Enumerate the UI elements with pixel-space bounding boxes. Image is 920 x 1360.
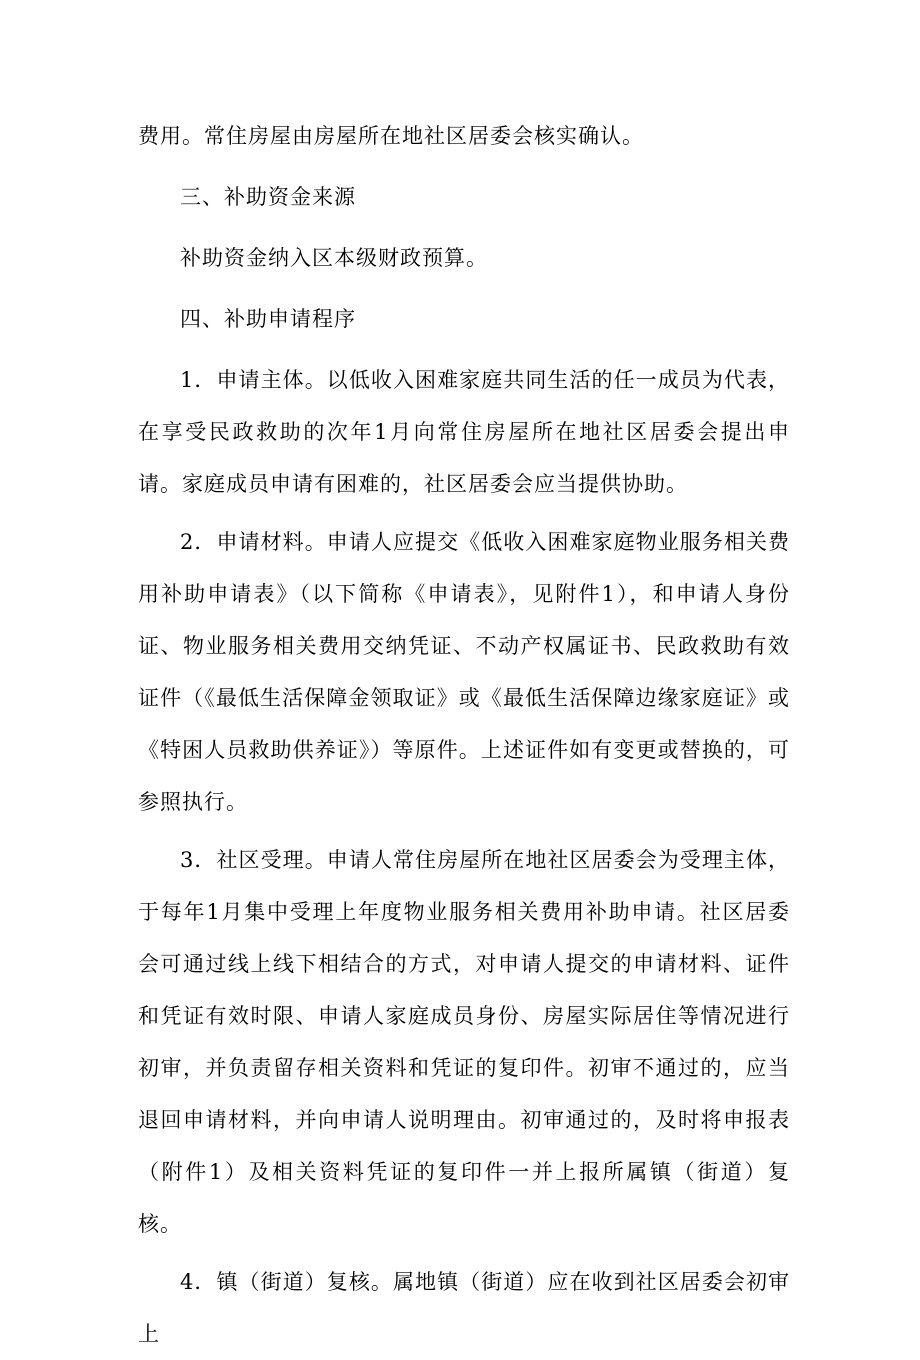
- paragraph-town-review: 4．镇（街道）复核。属地镇（街道）应在收到社区居委会初审上: [138, 1270, 790, 1346]
- paragraph-community-acceptance: 3．社区受理。申请人常住房屋所在地社区居委会为受理主体，于每年1月集中受理上年度物业服务相关费用补助申请。社区居委会可通过线上线下相结合的方式，对申请人提交的申请材料、证件和凭证有效时限、申请人家庭成员身份、房屋实际居住等情况进行初审，并负责留存相关资料和凭证的复印件。初审不通过的，应当退回申请材料，并向申请人说明理由。初审通过的，及时将申报表（附件1）及相关资料凭证的复印件一并上报所属镇（街道）复核。: [138, 848, 790, 1236]
- paragraph-continuation: 费用。常住房屋由房屋所在地社区居委会核实确认。: [138, 124, 644, 148]
- section-heading-application-procedure: 四、补助申请程序: [180, 307, 356, 331]
- document-page: [138, 110, 790, 1360]
- section-heading-funding-source: 三、补助资金来源: [180, 185, 356, 209]
- paragraph-funding-source: 补助资金纳入区本级财政预算。: [180, 246, 488, 270]
- paragraph-application-subject: 1．申请主体。以低收入困难家庭共同生活的任一成员为代表，在享受民政救助的次年1月向常住房屋所在地社区居委会提出申请。家庭成员申请有困难的，社区居委会应当提供协助。: [138, 368, 790, 496]
- paragraph-application-materials: 2．申请材料。申请人应提交《低收入困难家庭物业服务相关费用补助申请表》（以下简称《申请表》，见附件1），和申请人身份证、物业服务相关费用交纳凭证、不动产权属证书、民政救助有效证件（《最低生活保障金领取证》或《最低生活保障边缘家庭证》或《特困人员救助供养证》）等原件。上述证件如有变更或替换的，可参照执行。: [138, 530, 790, 814]
